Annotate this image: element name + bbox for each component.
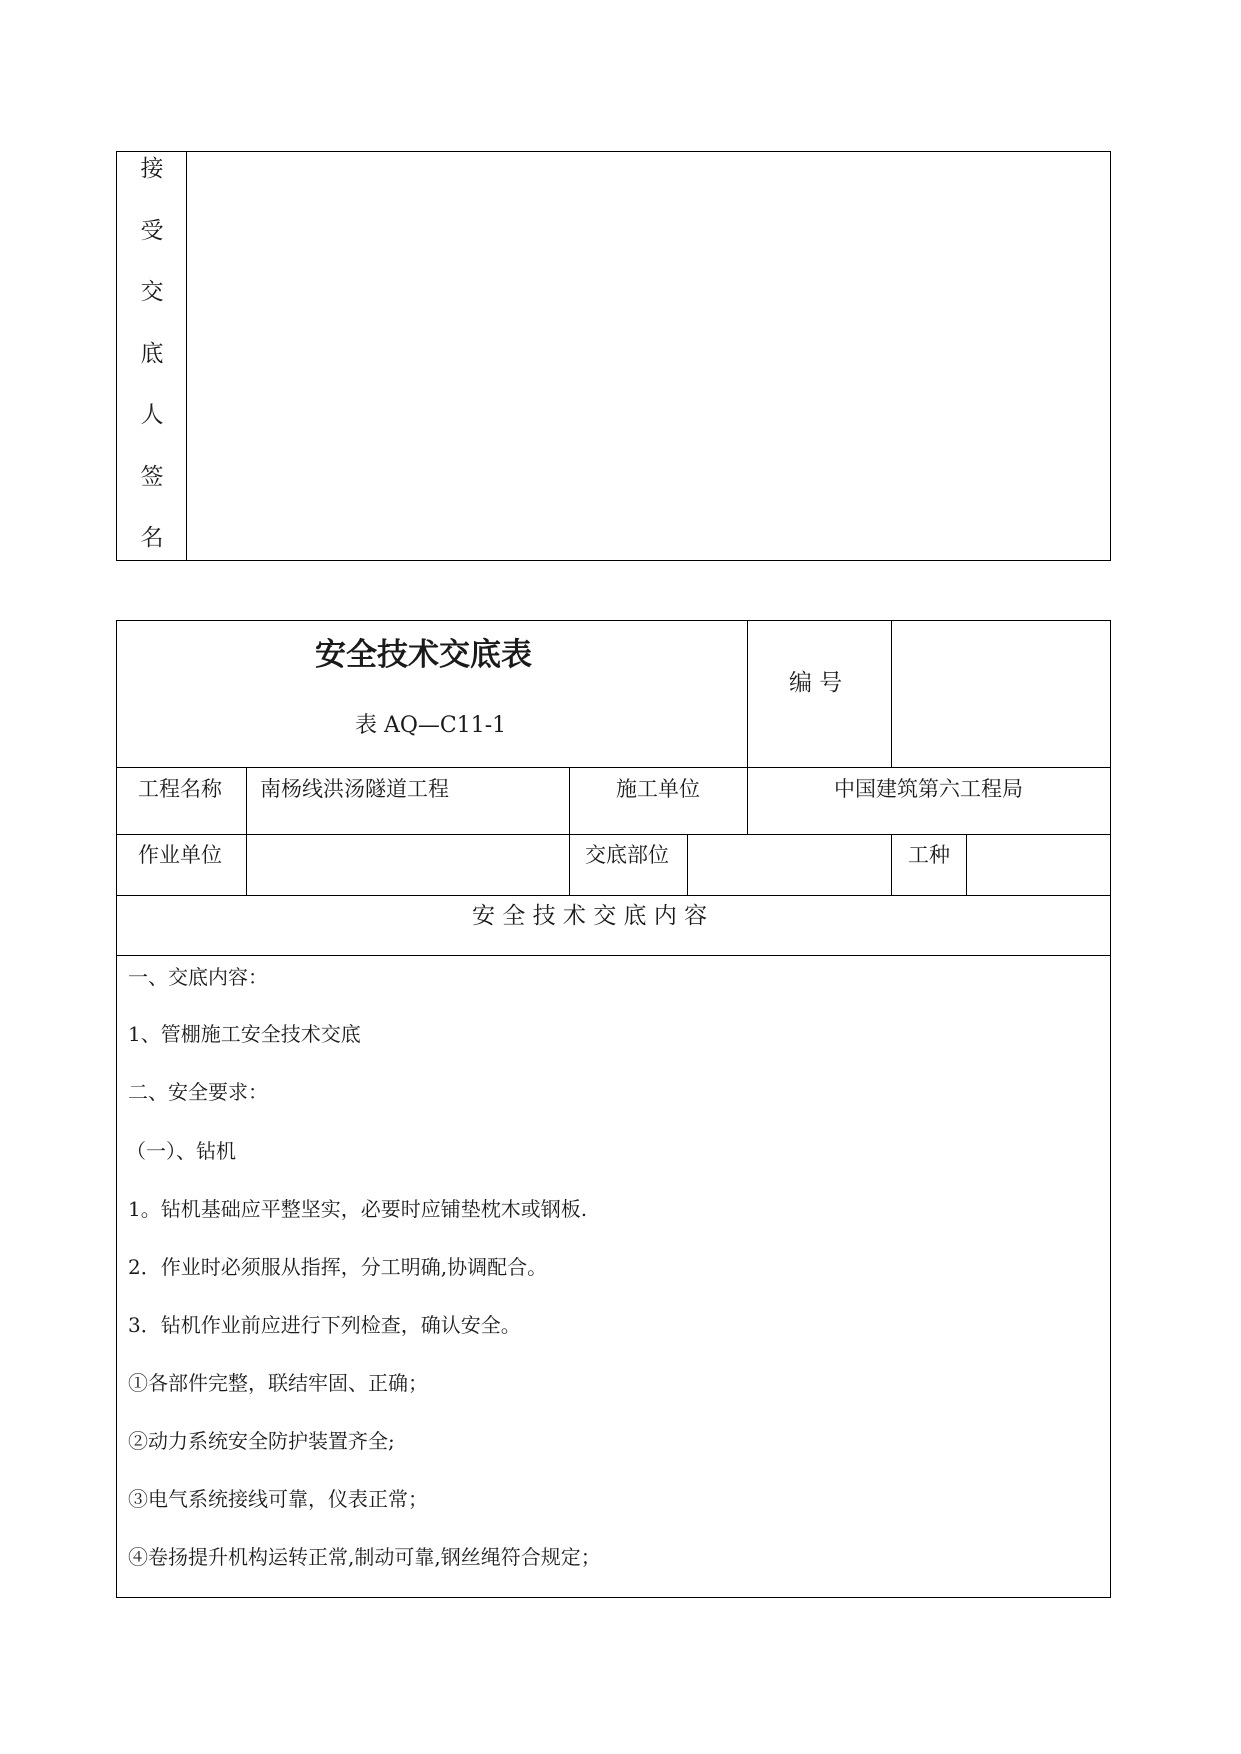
row-divider [116, 895, 1111, 896]
signature-label-char: 名 [140, 525, 164, 551]
signature-area[interactable] [188, 153, 1109, 559]
signature-label-char: 接 [140, 156, 164, 182]
col-divider [246, 767, 247, 895]
signature-label-char: 签 [140, 463, 164, 490]
col-divider [891, 834, 892, 895]
content-line: 一、交底内容： [128, 965, 268, 989]
number-label: 编 号 [789, 670, 843, 696]
work-unit-field[interactable] [255, 845, 560, 869]
row-divider [116, 767, 1111, 768]
form-title: 安全技术交底表 [315, 637, 532, 673]
trade-label: 工种 [908, 843, 950, 867]
col-divider [747, 620, 748, 834]
col-divider [966, 834, 967, 895]
construction-unit-label: 施工单位 [616, 777, 700, 801]
project-name-value[interactable]: 南杨线洪汤隧道工程 [260, 777, 449, 801]
row-divider [116, 834, 1111, 835]
content-line: ②动力系统安全防护装置齐全; [128, 1429, 395, 1453]
form-code: 表 AQ—C11-1 [355, 713, 507, 738]
content-line: 二、安全要求： [128, 1080, 268, 1104]
content-line: 1。钻机基础应平整坚实，必要时应铺垫枕木或钢板. [128, 1197, 588, 1221]
content-line: ①各部件完整，联结牢固、正确； [128, 1371, 428, 1395]
content-line: 1、管棚施工安全技术交底 [128, 1022, 361, 1046]
signature-label [130, 154, 174, 554]
signature-label-char: 受 [140, 217, 164, 244]
trade-field[interactable] [975, 845, 1100, 869]
disclosure-location-label: 交底部位 [585, 843, 669, 867]
disclosure-location-field[interactable] [695, 845, 880, 869]
col-divider [687, 834, 688, 895]
signature-label-char: 底 [140, 340, 164, 367]
content-line: （一）、钻机 [126, 1139, 236, 1163]
col-divider [891, 620, 892, 767]
row-divider [116, 955, 1111, 956]
signature-divider [186, 151, 187, 561]
content-line: 2．作业时必须服从指挥，分工明确,协调配合。 [128, 1255, 548, 1279]
content-line: 3．钻机作业前应进行下列检查，确认安全。 [128, 1313, 521, 1337]
number-field[interactable] [900, 672, 1100, 698]
col-divider [569, 767, 570, 895]
content-line: ④卷扬提升机构运转正常,制动可靠,钢丝绳符合规定； [128, 1545, 601, 1569]
signature-label-char: 交 [140, 279, 164, 305]
work-unit-label: 作业单位 [138, 843, 222, 867]
content-heading: 安 全 技 术 交 底 内 容 [472, 903, 708, 929]
construction-unit-value[interactable]: 中国建筑第六工程局 [834, 777, 1023, 801]
content-line: ③电气系统接线可靠，仪表正常； [128, 1487, 428, 1511]
signature-label-char: 人 [140, 402, 164, 428]
project-name-label: 工程名称 [138, 777, 222, 801]
